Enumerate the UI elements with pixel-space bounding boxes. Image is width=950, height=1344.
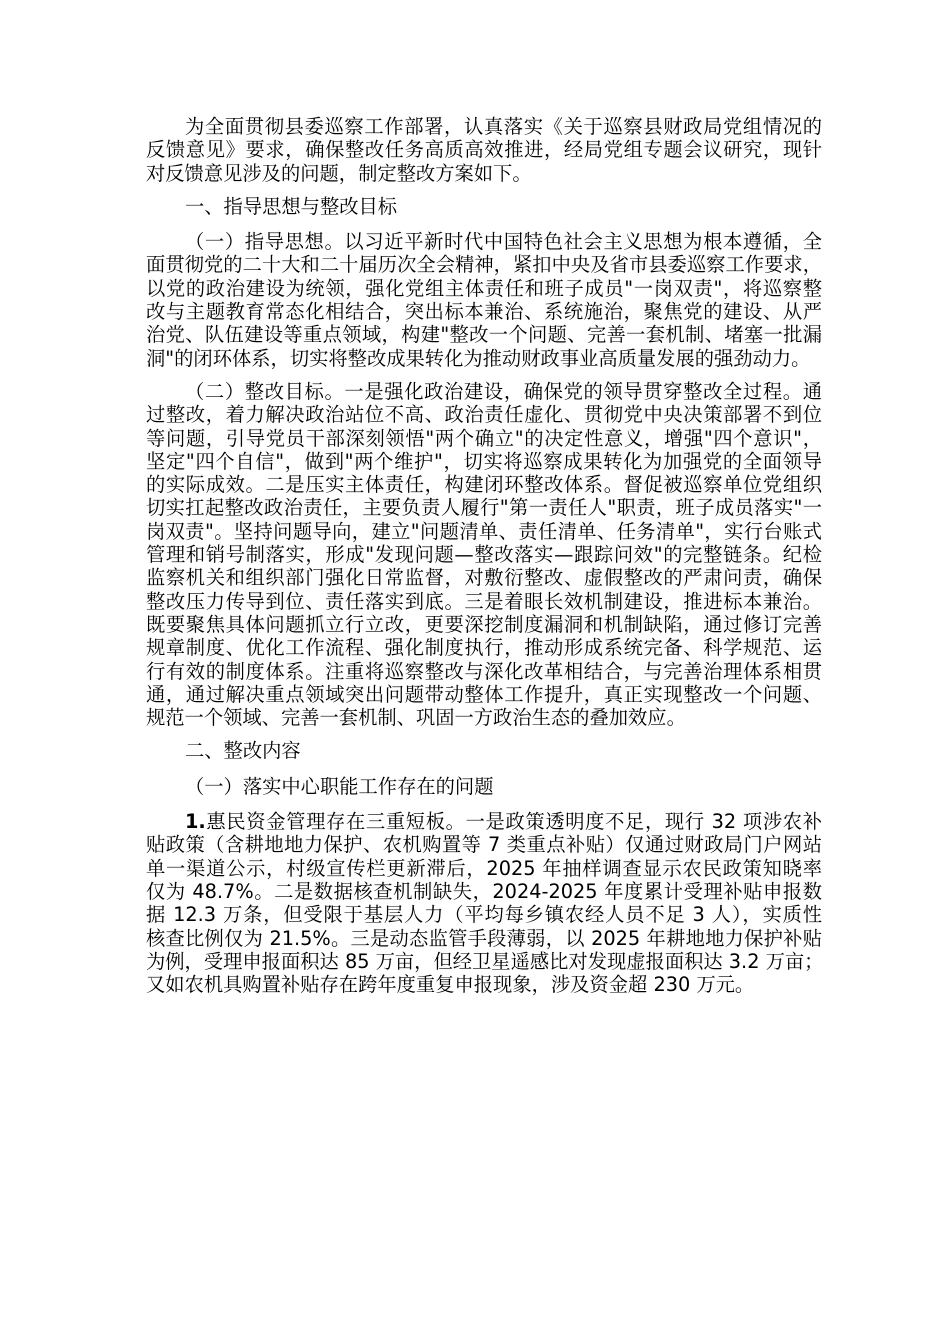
- text-line: 据 12.3 万条，但受限于基层人力（平均每乡镇农经人员不足 3 人），实质性: [146, 903, 822, 927]
- text-line: 行有效的制度体系。注重将巡察整改与深化改革相结合，与完善治理体系相贯: [146, 659, 822, 683]
- document-page: [146, 115, 822, 1006]
- text-line: 对反馈意见涉及的问题，制定整改方案如下。: [146, 161, 532, 185]
- text-line: 面贯彻党的二十大和二十届历次全会精神，紧扣中央及省市县委巡察工作要求，: [146, 253, 822, 277]
- item-1-paragraph: [146, 810, 822, 996]
- text-line: 监察机关和组织部门强化日常监督，对敷衍整改、虚假整改的严肃问责，确保: [146, 566, 822, 590]
- text-line: 坚定"四个自信"，做到"两个维护"，切实将巡察成果转化为加强党的全面领导: [146, 449, 822, 473]
- item-1-body: [146, 833, 822, 996]
- section-heading-2: [146, 739, 822, 762]
- subsection-heading-1: [146, 775, 822, 798]
- item-number: 1.: [185, 810, 206, 834]
- text-line: 通，通过解决重点领域突出问题带动整体工作提升，真正实现整改一个问题、: [146, 682, 822, 706]
- text-line: 仅为 48.7%。二是数据核查机制缺失，2024-2025 年度累计受理补贴申报数: [146, 879, 822, 903]
- text-line: 岗双责"。坚持问题导向，建立"问题清单、责任清单、任务清单"，实行台账式: [146, 519, 822, 543]
- text-line: 核查比例仅为 21.5%。三是动态监管手段薄弱，以 2025 年耕地地力保护补贴: [146, 926, 822, 950]
- text-line: 又如农机具购置补贴存在跨年度重复申报现象，涉及资金超 230 万元。: [146, 973, 755, 997]
- text-line: 洞"的闭环体系，切实将整改成果转化为推动财政事业高质量发展的强劲动力。: [146, 346, 811, 370]
- guiding-thought-paragraph: [146, 230, 822, 370]
- text-line: 的实际成效。二是压实主体责任，构建闭环整改体系。督促被巡察单位党组织: [146, 473, 822, 497]
- text-line: （二）整改目标。一是强化政治建设，确保党的领导贯穿整改全过程。通: [185, 379, 822, 403]
- item-1-text: 惠民资金管理存在三重短板。一是政策透明度不足，现行 32 项涉农补: [205, 810, 822, 834]
- item-1-first-line: [146, 810, 822, 833]
- section-heading-1: [146, 195, 822, 218]
- text-line: 等问题，引导党员干部深刻领悟"两个确立"的决定性意义，增强"四个意识"，: [146, 426, 822, 450]
- text-line: 整改压力传导到位、责任落实到底。三是着眼长效机制建设，推进标本兼治。: [146, 589, 822, 613]
- text-line: 为全面贯彻县委巡察工作部署，认真落实《关于巡察县财政局党组情况的: [185, 115, 822, 138]
- text-line: 治党、队伍建设等重点领域，构建"整改一个问题、完善一套机制、堵塞一批漏: [146, 323, 822, 347]
- text-line: 为例，受理申报面积达 85 万亩，但经卫星遥感比对发现虚报面积达 3.2 万亩；: [146, 949, 824, 973]
- text-line: 反馈意见》要求，确保整改任务高质高效推进，经局党组专题会议研究，现针: [146, 138, 822, 162]
- text-line: 管理和销号制落实，形成"发现问题—整改落实—跟踪问效"的完整链条。纪检: [146, 543, 822, 567]
- text-line: （一）指导思想。以习近平新时代中国特色社会主义思想为根本遵循，全: [185, 230, 822, 254]
- text-line: 以党的政治建设为统领，强化党组主体责任和班子成员"一岗双责"，将巡察整: [146, 276, 822, 300]
- text-line: 规章制度、优化工作流程、强化制度执行，推动形成系统完备、科学规范、运: [146, 636, 822, 660]
- heading-text: 一、指导思想与整改目标: [185, 194, 398, 218]
- text-line: 既要聚焦具体问题抓立行立改，更要深挖制度漏洞和机制缺陷，通过修订完善: [146, 612, 822, 636]
- text-line: 改与主题教育常态化相结合，突出标本兼治、系统施治，聚焦党的建设、从严: [146, 300, 822, 324]
- intro-paragraph: [146, 115, 822, 185]
- rectification-goals-paragraph: [146, 380, 822, 729]
- heading-text: 二、整改内容: [185, 739, 301, 763]
- text-line: 过整改，着力解决政治站位不高、政治责任虚化、贯彻党中央决策部署不到位: [146, 403, 822, 427]
- text-line: 单一渠道公示，村级宣传栏更新滞后，2025 年抽样调查显示农民政策知晓率: [146, 856, 822, 880]
- heading-text: （一）落实中心职能工作存在的问题: [185, 774, 494, 798]
- text-line: 切实扛起整改政治责任，主要负责人履行"第一责任人"职责，班子成员落实"一: [146, 496, 822, 520]
- text-line: 规范一个领域、完善一套机制、巩固一方政治生态的叠加效应。: [146, 706, 686, 730]
- text-line: 贴政策（含耕地地力保护、农机购置等 7 类重点补贴）仅通过财政局门户网站: [146, 833, 822, 857]
